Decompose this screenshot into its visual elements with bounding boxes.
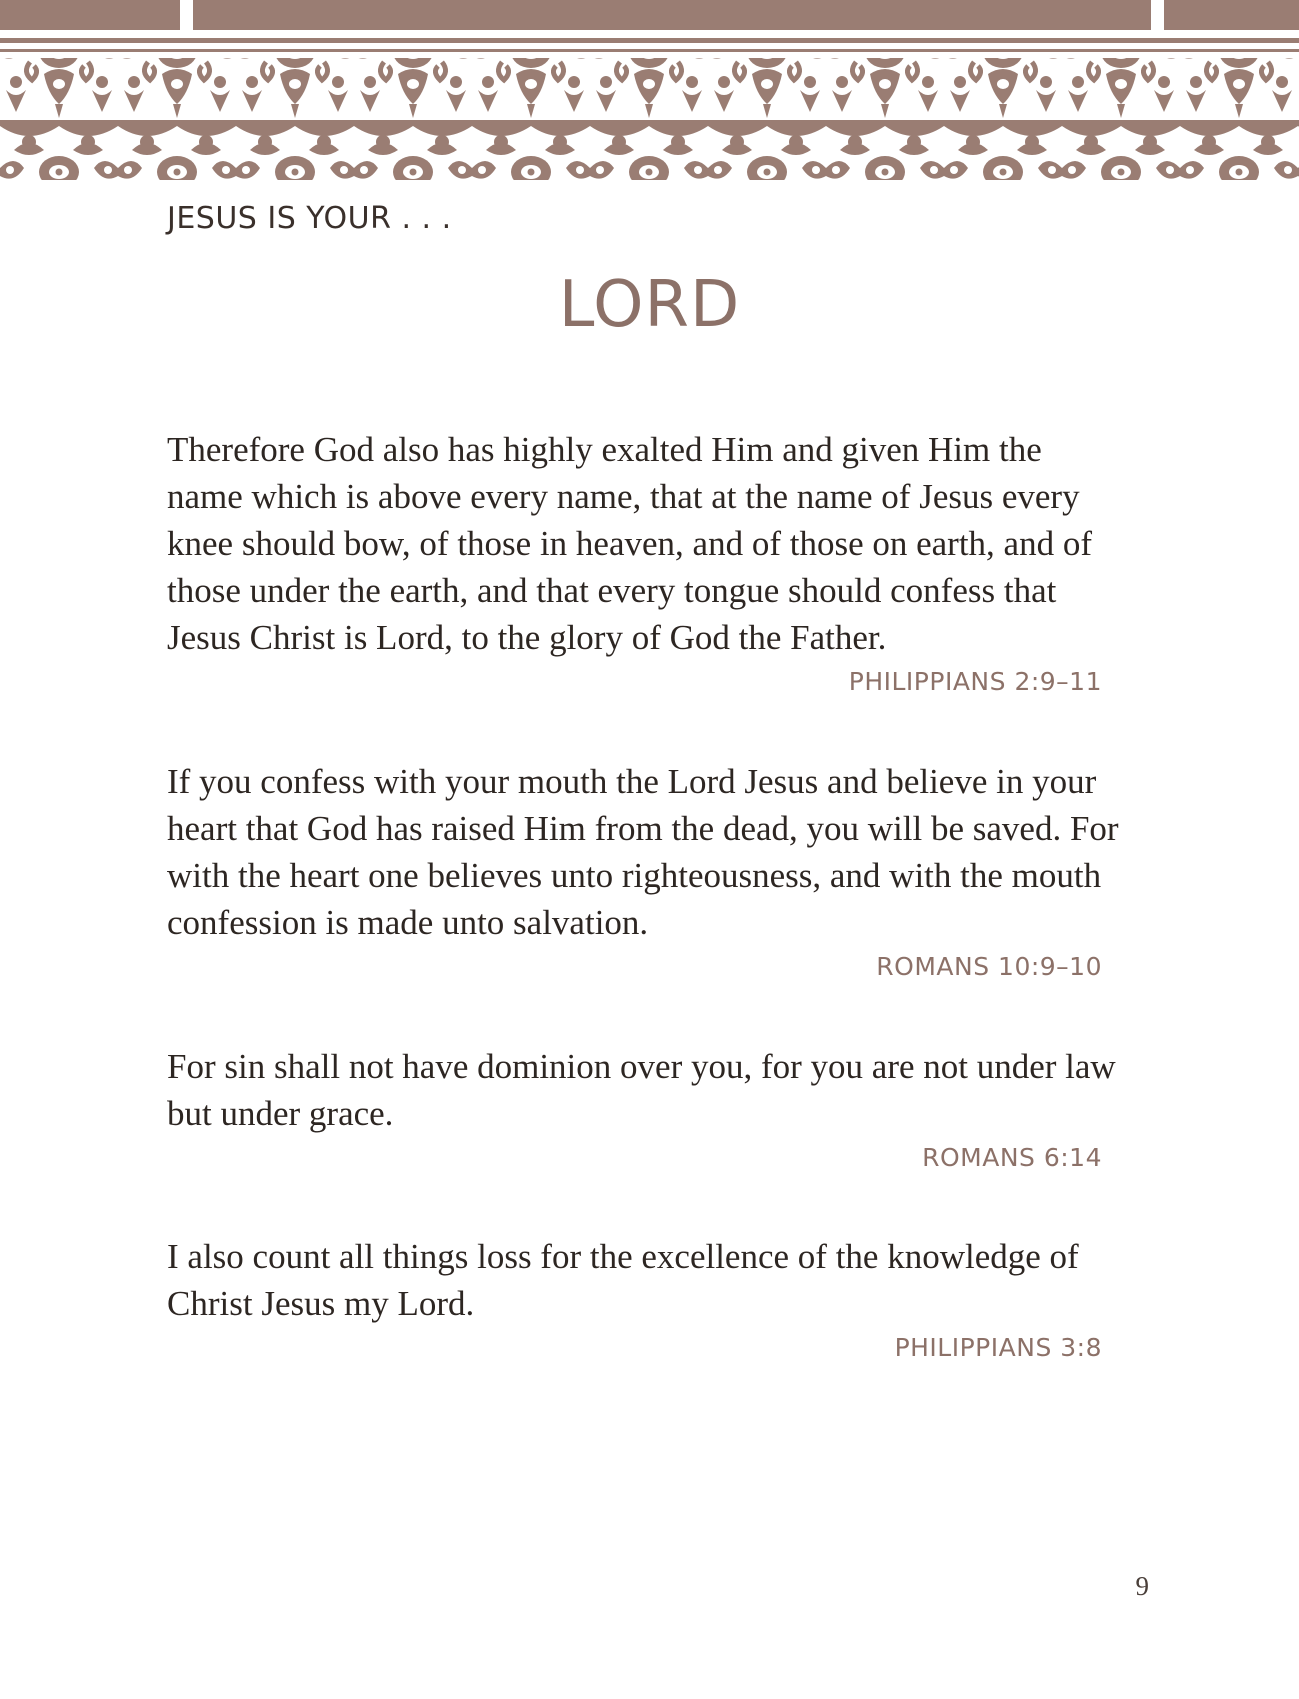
- verse-block: [167, 426, 1167, 696]
- verse-reference: PHILIPPIANS 2:9–11: [848, 667, 1102, 696]
- page-number: 9: [1135, 1571, 1149, 1601]
- verse-text: For sin shall not have dominion over you, for you are not under law but under grace.: [167, 1047, 1116, 1133]
- verse-reference: PHILIPPIANS 3:8: [894, 1333, 1102, 1362]
- verse-text: Therefore God also has highly exalted Him and given Him the name which is above every name, that at the name of Jesus every knee should bow, of those in heaven, and of those on earth, and of those under the earth, and that every tongue should confess that Jesus Christ is Lord, to the glory of God the Father.: [167, 430, 1092, 657]
- verse-text: If you confess with your mouth the Lord Jesus and believe in your heart that God has raised Him from the dead, you will be saved. For with the heart one believes unto righteousness, and with the mouth confession is made unto salvation.: [167, 762, 1119, 942]
- damask-lace-border-icon: [0, 0, 1299, 185]
- verse-reference: ROMANS 6:14: [922, 1143, 1102, 1172]
- verse-block: [167, 1233, 1167, 1362]
- header-ornament: [0, 0, 1299, 185]
- verse-text: I also count all things loss for the excellence of the knowledge of Christ Jesus my Lord.: [167, 1237, 1079, 1323]
- verse-block: [167, 1043, 1167, 1172]
- verse-reference: ROMANS 10:9–10: [876, 952, 1102, 981]
- page-title: LORD: [558, 268, 741, 342]
- verse-block: [167, 758, 1167, 981]
- page-subtitle: JESUS IS YOUR . . .: [167, 201, 452, 236]
